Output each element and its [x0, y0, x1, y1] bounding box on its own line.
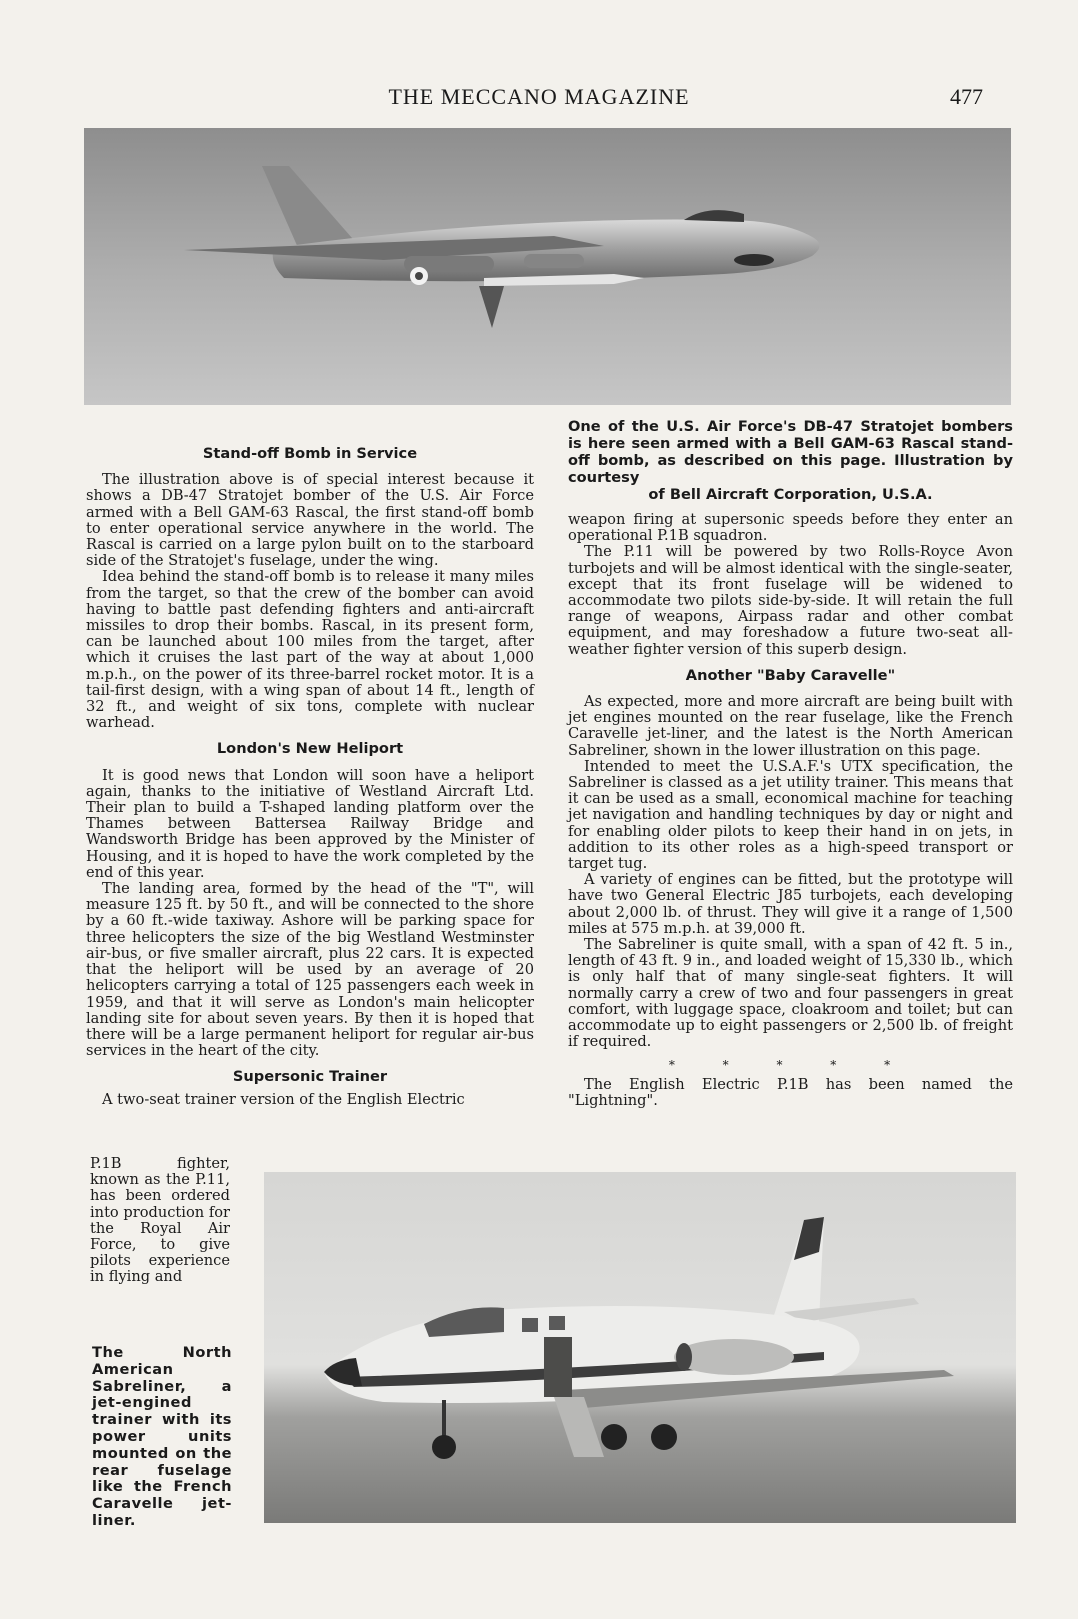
heading-stand-off-bomb: Stand-off Bomb in Service [202, 445, 418, 462]
paragraph: The landing area, formed by the head of the "T", will measure 125 ft. by 50 ft., and will be connected to the shore by a 60 ft.-wide taxiway. Ashore will be parking space for three helicopters the size of the big Westland Westminster air-bus, or five smaller aircraft, plus 22 cars. It is expected that the heliport will be used by an average of 20 helicopters carrying a total of 125 passengers each week in 1959, and that it will serve as London's main helicopter landing site for about seven years. By then it is hoped that there will be a large permanent heliport for regular air-bus services in the heart of the city. [86, 880, 534, 1060]
page-number: 477 [950, 84, 983, 109]
right-column [568, 512, 1013, 1109]
stratojet-caption-credit: of Bell Aircraft Corporation, U.S.A. [648, 486, 933, 503]
paragraph: As expected, more and more aircraft are being built with jet engines mounted on the rear fuselage, like the French Caravelle jet-liner, and the latest is the North American Sabreliner, shown in the lower illustration on this page. [568, 693, 1013, 759]
heading-baby-caravelle: Another "Baby Caravelle" [685, 666, 896, 684]
paragraph: The illustration above is of special interest because it shows a DB-47 Stratojet bomber of the U.S. Air Force armed with a Bell GAM-63 Rascal, the first stand-off bomb to enter operational service anywhere in the world. The Rascal is carried on a large pylon built on to the starboard side of the Stratojet's fuselage, under the wing. [86, 471, 534, 570]
running-head: THE MECCANO MAGAZINE [388, 84, 690, 109]
paragraph: The English Electric P.1B has been named the "Lightning". [568, 1075, 1013, 1109]
paragraph: It is good news that London will soon have a heliport again, thanks to the initiative of Westland Aircraft Ltd. Their plan to build a T-shaped landing platform over the Thames between Battersea Railway Bridge and Wandsworth Bridge has been approved by the Minister of Housing, and it is hoped to have the work completed by the end of this year. [86, 766, 534, 881]
paragraph: A two-seat trainer version of the English Electric [102, 1090, 465, 1108]
paragraph: The P.11 will be powered by two Rolls-Royce Avon turbojets and will be almost identical with the single-seater, except that its front fuselage will be widened to accommodate two pilots side-by-side. It will retain the full range of weapons, Airpass radar and other combat equipment, and may foreshadow a future two-seat all-weather fighter version of this superb design. [568, 543, 1013, 658]
stratojet-caption-text: One of the U.S. Air Force's DB-47 Stratojet bombers is here seen armed with a Bell GAM-63 Rascal stand-off bomb, as described on this page. Illustration by courtesy [568, 418, 1013, 486]
paragraph: Idea behind the stand-off bomb is to release it many miles from the target, so that the crew of the bomber can avoid having to battle past defending fighters and anti-aircraft missiles to drop their bombs. Rascal, in its present form, can be launched about 100 miles from the target, after which it cruises the last part of the way at about 1,000 m.p.h., on the power of its three-barrel rocket motor. It is a tail-first design, with a wing span of about 14 ft., length of 32 ft., and weight of six tons, complete with nuclear warhead. [86, 568, 534, 732]
paragraph: weapon firing at supersonic speeds before they enter an operational P.1B squadron. [568, 511, 1013, 545]
heading-heliport: London's New Heliport [216, 740, 404, 758]
stratojet-caption [568, 418, 1013, 503]
paragraph: Intended to meet the U.S.A.F.'s UTX specification, the Sabreliner is classed as a jet utility trainer. This means that it can be used as a small, economical machine for teaching jet navigation and handling techniques by day or night and for enabling older pilots to keep their hand in on jets, in addition to its other roles as a high-speed transport or target tug. [568, 757, 1013, 873]
heading-supersonic-trainer: Supersonic Trainer [232, 1068, 388, 1086]
section-separator: * * * * * [668, 1057, 913, 1072]
paragraph: A variety of engines can be fitted, but the prototype will have two General Electric J85 turbojets, each developing about 2,000 lb. of thrust. They will give it a range of 1,500 miles at 575 m.p.h. at 39,000 ft. [568, 871, 1013, 937]
sabreliner-caption: The North American Sabreliner, a jet-engined trainer with its power units mounted on the rear fuselage like the French Caravelle jet-liner. [92, 1344, 232, 1529]
paragraph: The Sabreliner is quite small, with a span of 42 ft. 5 in., length of 43 ft. 9 in., and loaded weight of 15,330 lb., which is only half that of many single-seat fighters. It will normally carry a crew of two and four passengers in great comfort, with luggage space, cloakroom and toilet; but can accommodate up to eight passengers or 2,500 lb. of freight if required. [568, 936, 1013, 1051]
sabreliner-photo [264, 1172, 1016, 1523]
sabreliner-illustration [264, 1172, 1016, 1523]
left-column [86, 446, 534, 1108]
stratojet-photo [84, 128, 1011, 405]
narrow-text-block: P.1B fighter, known as the P.11, has been ordered into production for the Royal Air Force, to give pilots experience in flying and [90, 1155, 230, 1286]
stratojet-illustration [84, 128, 1011, 405]
